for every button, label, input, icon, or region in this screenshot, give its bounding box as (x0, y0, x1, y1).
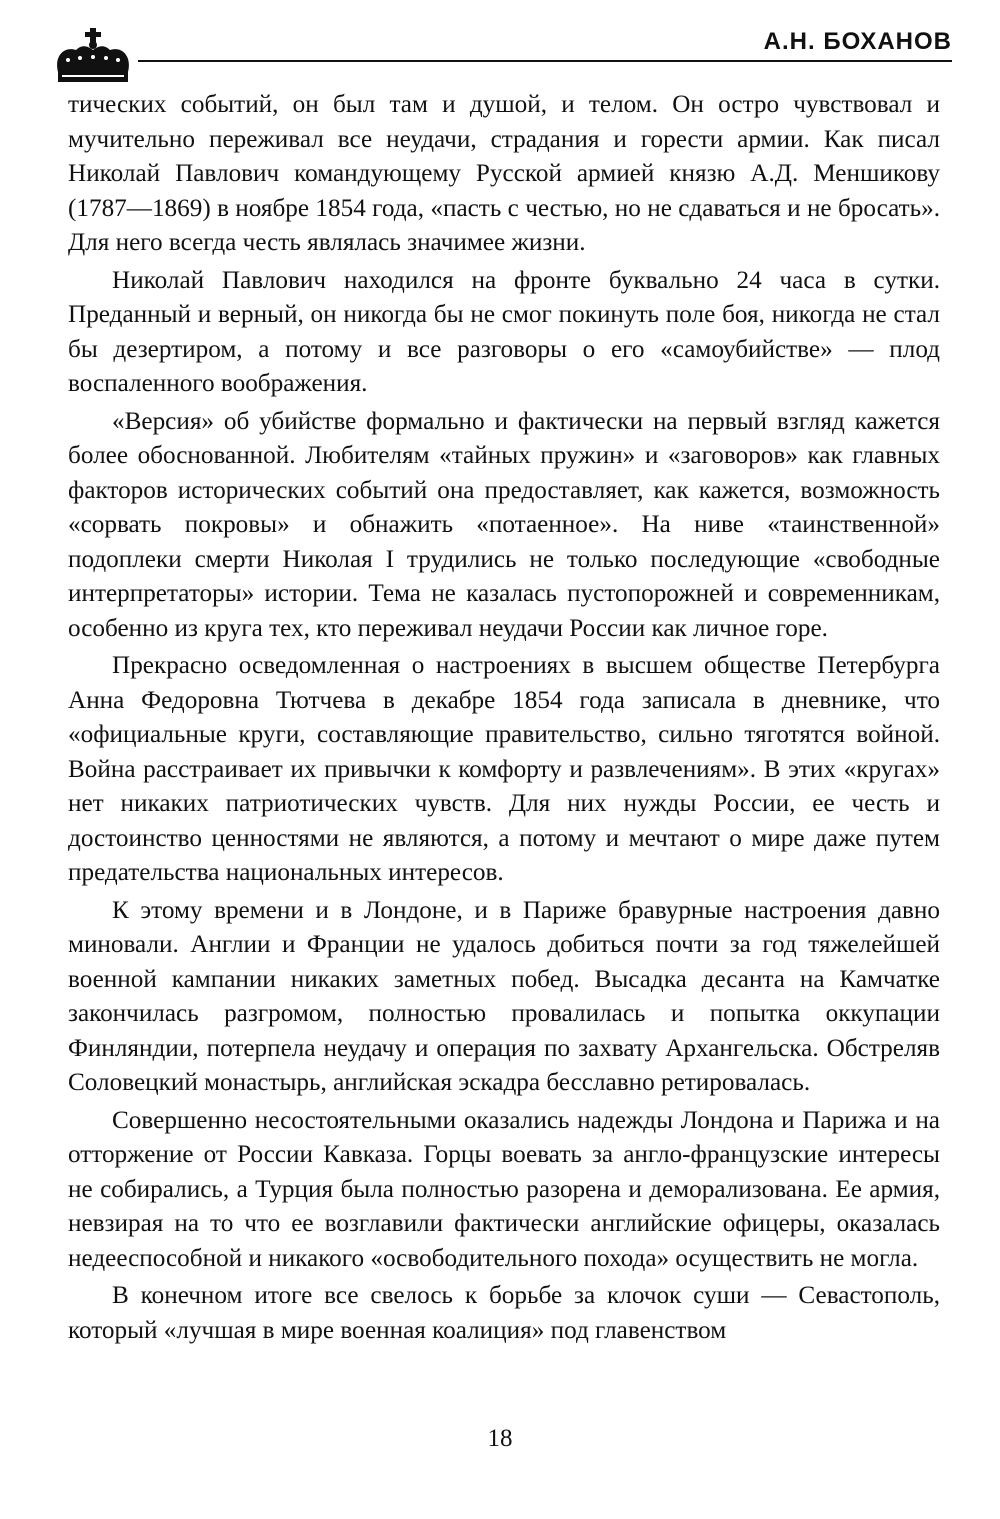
paragraph: тических событий, он был там и душой, и телом. Он остро чувствовал и мучительно переживал все неудачи, страдания и горести армии. Как писал Николай Павлович командующему Русской армией князю А.Д. Меншикову (1787—1869) в ноябре 1854 года, «пасть с честью, но не сдаваться и не бросать». Для него всегда честь являлась значимее жизни. (68, 91, 940, 256)
page-number: 18 (487, 1425, 513, 1452)
paragraph: К этому времени и в Лондоне, и в Париже бравурные настроения давно миновали. Англии и Франции не удалось добиться почти за год тяжелейшей военной кампании никаких заметных побед. Высадка десанта на Камчатке закончилась разгромом, полностью провалилась и попытка оккупации Финляндии, потерпела неудачу и операция по захвату Архангельска. Обстреляв Соловецкий монастырь, английская эскадра бесславно ретировалась. (68, 896, 940, 1096)
running-header-author: А.Н. БОХАНОВ (763, 28, 952, 55)
crown-icon (52, 28, 134, 86)
header-rule (138, 60, 952, 62)
paragraph: В конечном итоге все свелось к борьбе за клочок суши — Севастополь, который «лучшая в мире военная коалиция» под главенством (68, 1282, 940, 1344)
paragraph: Совершенно несостоятельными оказались надежды Лондона и Парижа и на отторжение от России Кавказа. Горцы воевать за англо-французские интересы не собирались, а Турция была полностью разорена и деморализована. Ее армия, невзирая на то что ее возглавили фактически английские офицеры, оказалась недееспособной и никакого «освободительного похода» осуществить не могла. (68, 1106, 940, 1272)
body-text (68, 88, 940, 1351)
paragraph: «Версия» об убийстве формально и фактически на первый взгляд кажется более обоснованной. Любителям «тайных пружин» и «заговоров» как главных факторов исторических событий она предоставляет, как кажется, возможность «сорвать покровы» и обнажить «потаенное». На ниве «таинственной» подоплеки смерти Николая I трудились не только последующие «свободные интерпретаторы» истории. Тема не казалась пустопорожней и современникам, особенно из круга тех, кто переживал неудачи России как личное горе. (68, 407, 940, 642)
running-header (52, 22, 952, 84)
paragraph: Николай Павлович находился на фронте буквально 24 часа в сутки. Преданный и верный, он никогда бы не смог покинуть поле боя, никогда не стал бы дезертиром, а потому и все разговоры о его «самоубийстве» — плод воспаленного воображения. (68, 266, 940, 397)
paragraph: Прекрасно осведомленная о настроениях в высшем обществе Петербурга Анна Федоровна Тютчева в декабре 1854 года записала в дневнике, что «официальные круги, составляющие правительство, сильно тяготятся войной. Война расстраивает их привычки к комфорту и развлечениям». В этих «кругах» нет никаких патриотических чувств. Для них нужды России, ее честь и достоинство ценностями не являются, а потому и мечтают о мире даже путем предательства национальных интересов. (68, 652, 940, 886)
